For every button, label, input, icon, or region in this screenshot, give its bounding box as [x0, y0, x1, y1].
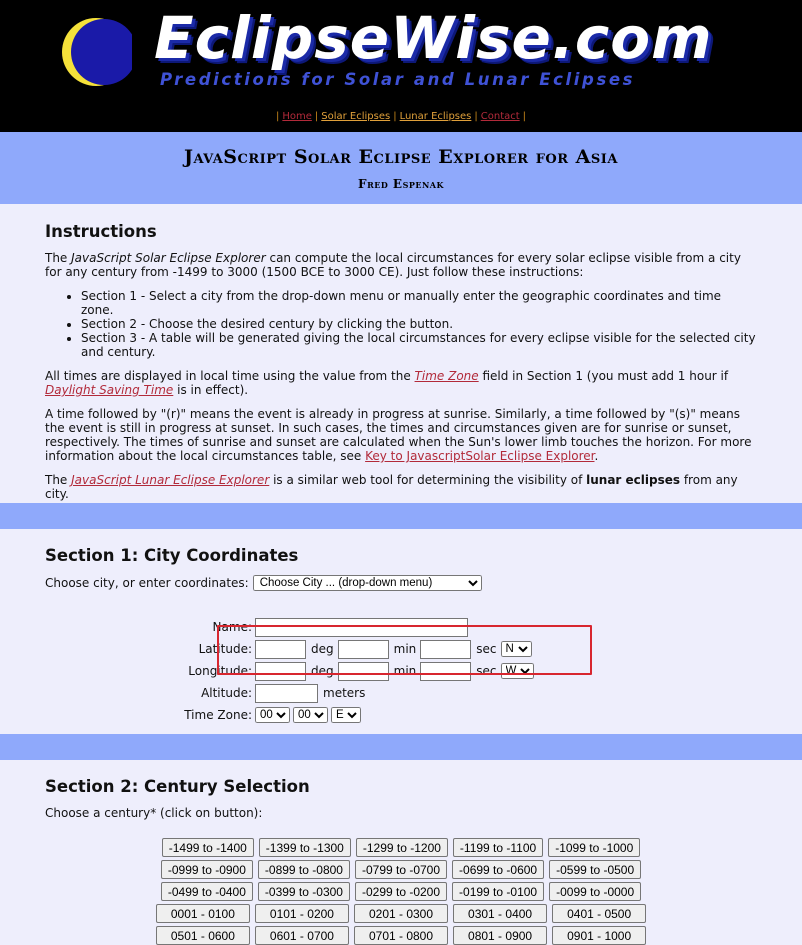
lunar-text-c: from any city.	[45, 473, 738, 501]
longitude-sec-input[interactable]	[420, 662, 471, 681]
lunar-explorer-link[interactable]	[71, 473, 269, 487]
timezone-minutes-select[interactable]	[293, 707, 328, 723]
instructions-intro	[45, 251, 757, 279]
century-row	[45, 882, 757, 901]
site-header	[0, 0, 802, 132]
section1-heading: Section 1: City Coordinates	[45, 546, 299, 565]
century-button[interactable]: -1299 to -1200	[356, 838, 448, 857]
instructions-heading: Instructions	[45, 222, 157, 241]
lunar-note	[45, 473, 757, 501]
logo-title: EclipseWise.com	[154, 4, 713, 72]
eclipse-logo-icon	[60, 16, 132, 88]
times-text-c: is in effect).	[173, 383, 249, 397]
century-button[interactable]: -1499 to -1400	[162, 838, 254, 857]
century-button[interactable]: -0699 to -0600	[452, 860, 544, 879]
century-button[interactable]: 0001 - 0100	[156, 904, 250, 923]
choose-century-label: Choose a century* (click on button):	[45, 806, 263, 820]
sec-label: sec	[476, 664, 497, 678]
title-band	[0, 132, 802, 204]
section2-heading: Section 2: Century Selection	[45, 777, 310, 796]
times-text-b: field in Section 1 (you must add 1 hour if	[478, 369, 729, 383]
century-button[interactable]: -1099 to -1000	[548, 838, 640, 857]
intro-text-a: The	[45, 251, 72, 265]
latitude-label: Latitude:	[198, 642, 252, 656]
lunar-eclipses-bold: lunar eclipses	[586, 473, 681, 487]
longitude-direction-select[interactable]	[501, 663, 534, 679]
intro-text-b: can compute the local circumstances for every solar eclipse visible from a city for any century from -1499 to 3000 (1500 BCE to 3000 CE). Just follow these instructions:	[45, 251, 741, 279]
city-choose-row	[45, 575, 757, 591]
meters-label: meters	[323, 686, 366, 700]
logo-subtitle: Predictions for Solar and Lunar Eclipses	[160, 70, 636, 89]
century-button[interactable]: 0801 - 0900	[453, 926, 547, 945]
century-button[interactable]: -0099 to -0000	[549, 882, 641, 901]
instructions-list	[45, 289, 757, 359]
sunrise-text: A time followed by "(r)" means the event is already in progress at sunrise. Similarly, a time followed by "(s)" means the event is still in progress at sunset. In such cases, the times and circumstances given are for sunrise or sunset, respectively. The times of sunrise and sunset are calculated when the Sun's lower limb touches the horizon. For more information about the local circumstances table, see	[45, 407, 752, 463]
min-label: min	[393, 664, 417, 678]
time-zone-link[interactable]	[415, 369, 479, 383]
century-button[interactable]: 0401 - 0500	[552, 904, 646, 923]
century-button[interactable]: -0799 to -0700	[355, 860, 447, 879]
lunar-text-b: is a similar web tool for determining the visibility of	[269, 473, 587, 487]
list-item: • Section 2 - Choose the desired century by clicking the button.	[81, 317, 757, 331]
latitude-row	[0, 639, 532, 659]
century-button[interactable]: 0601 - 0700	[255, 926, 349, 945]
timezone-row	[0, 705, 361, 725]
min-label: min	[393, 642, 417, 656]
century-button[interactable]: -0899 to -0800	[258, 860, 350, 879]
list-item: • Section 3 - A table will be generated giving the local circumstances for every eclipse visible for the selected city and century.	[81, 331, 757, 359]
sunrise-text-end: .	[594, 449, 599, 463]
century-row	[45, 860, 757, 879]
times-note	[45, 369, 757, 397]
century-button[interactable]: 0101 - 0200	[255, 904, 349, 923]
name-row	[0, 617, 468, 637]
key-link[interactable]: Key to JavascriptSolar Eclipse Explorer	[365, 449, 595, 463]
century-button[interactable]: -0199 to -0100	[452, 882, 544, 901]
timezone-direction-select[interactable]	[331, 707, 361, 723]
century-button[interactable]: 0201 - 0300	[354, 904, 448, 923]
latitude-direction-select[interactable]	[501, 641, 532, 657]
deg-label: deg	[311, 642, 334, 656]
latitude-sec-input[interactable]	[420, 640, 471, 659]
century-button[interactable]: 0501 - 0600	[156, 926, 250, 945]
century-button[interactable]: 0901 - 1000	[552, 926, 646, 945]
lunar-text-a: The	[45, 473, 72, 487]
city-select[interactable]	[253, 575, 482, 591]
century-button[interactable]: -0399 to -0300	[258, 882, 350, 901]
century-button[interactable]: 0701 - 0800	[354, 926, 448, 945]
section2-century-selection	[0, 760, 802, 945]
section-divider	[0, 734, 802, 760]
instructions-section	[0, 204, 802, 503]
altitude-input[interactable]	[255, 684, 318, 703]
intro-tool-name: JavaScript Solar Eclipse Explorer	[71, 251, 266, 265]
choose-city-label: Choose city, or enter coordinates:	[45, 576, 249, 590]
nav-lunar-eclipses-link[interactable]: Lunar Eclipses	[399, 111, 472, 122]
sec-label: sec	[476, 642, 497, 656]
longitude-row	[0, 661, 534, 681]
nav-home-link[interactable]: Home	[282, 111, 312, 122]
section1-city-coordinates	[0, 529, 802, 734]
page-title: JavaScript Solar Eclipse Explorer for Asia	[184, 146, 618, 168]
altitude-label: Altitude:	[201, 686, 252, 700]
top-nav: | Home | Solar Eclipses | Lunar Eclipses | Contact |	[275, 111, 527, 122]
century-button[interactable]: -0499 to -0400	[161, 882, 253, 901]
deg-label: deg	[311, 664, 334, 678]
century-row	[45, 838, 757, 857]
longitude-label: Longitude:	[188, 664, 252, 678]
longitude-min-input[interactable]	[338, 662, 389, 681]
name-input[interactable]	[255, 618, 468, 637]
century-button[interactable]: -0999 to -0900	[161, 860, 253, 879]
altitude-row	[0, 683, 369, 703]
timezone-hours-select[interactable]	[255, 707, 290, 723]
list-item: • Section 1 - Select a city from the drop-down menu or manually enter the geographic coordinates and time zone.	[81, 289, 757, 317]
sunrise-sunset-note	[45, 407, 757, 463]
lunar-explorer-link-text: JavaScript Lunar Eclipse Explorer	[71, 473, 270, 487]
section-divider	[0, 503, 802, 529]
daylight-saving-link-text: Daylight Saving Time	[45, 383, 174, 397]
latitude-min-input[interactable]	[338, 640, 389, 659]
daylight-saving-link[interactable]	[45, 383, 173, 397]
century-button[interactable]: -1199 to -1100	[453, 838, 543, 857]
timezone-label: Time Zone:	[184, 708, 252, 722]
century-button[interactable]: 0301 - 0400	[453, 904, 547, 923]
century-button[interactable]: -1399 to -1300	[259, 838, 351, 857]
nav-contact-link[interactable]: Contact	[480, 111, 520, 122]
century-row	[45, 904, 757, 923]
time-zone-link-text: Time Zone	[414, 369, 479, 383]
nav-solar-eclipses-link[interactable]: Solar Eclipses	[321, 111, 391, 122]
century-button[interactable]: -0599 to -0500	[549, 860, 641, 879]
century-button[interactable]: -0299 to -0200	[355, 882, 447, 901]
latitude-deg-input[interactable]	[255, 640, 306, 659]
name-label: Name:	[212, 620, 252, 634]
longitude-deg-input[interactable]	[255, 662, 306, 681]
times-text-a: All times are displayed in local time using the value from the	[45, 369, 415, 383]
page-author: Fred Espenak	[358, 177, 444, 191]
